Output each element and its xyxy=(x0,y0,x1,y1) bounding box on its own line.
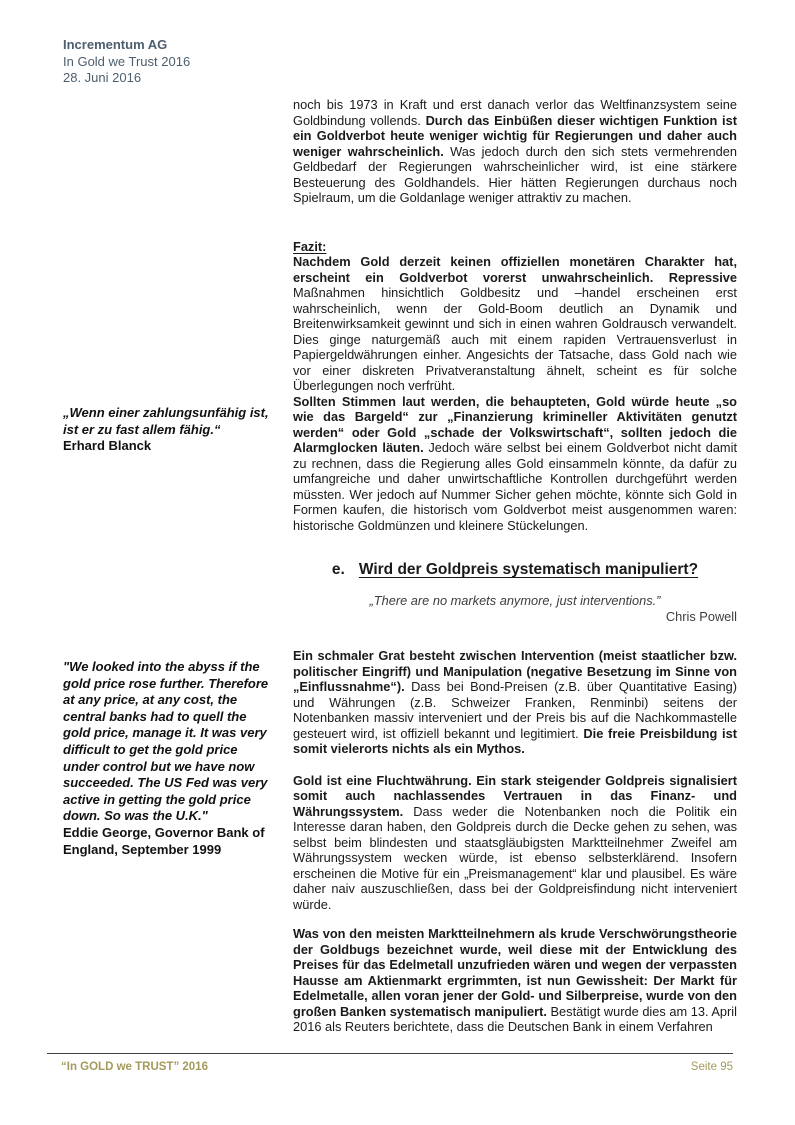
section-letter: e. xyxy=(331,561,345,578)
fazit-heading: Fazit: xyxy=(293,238,327,254)
epigraph-attribution: Chris Powell xyxy=(665,608,737,624)
margin-quote-blanck xyxy=(63,405,276,455)
body-paragraph: Gold ist eine Fluchtwährung. Ein stark steigender Goldpreis signalisiert somit auch nachlassendes Vertrauen in das Finanz- und Währungssystem. Dass weder die Notenbanken noch die Politik ein Interesse daran haben, den Goldpreis durch die Decke gehen zu sehen, was selbst beim blindesten und staatsgläubigsten Marktteilnehmer Zweifel am Währungssystem wecken würde, ist ebenso selbsterklärend. Insofern erscheinen die Motive für ein „Preismanagement“ klar und plausibel. Es wäre daher naiv auszuschließen, dass bei der Goldpreisfindung nicht interveniert würde. xyxy=(293,772,737,912)
report-title: In Gold we Trust 2016 xyxy=(63,53,191,69)
body-paragraph: Was von den meisten Marktteilnehmern als krude Verschwörungstheorie der Goldbugs bezeichnet wurde, weil diese mit der Entwicklung des Preises für das Edelmetall unzufrieden wären und wegen der verpassten Hausse am Aktienmarkt ergrimmten, ist nun Gewissheit: Der Markt für Edelmetalle, allen voran jener der Gold- und Silberpreise, wurde von den großen Banken systematisch manipuliert. Bestätigt wurde dies am 13. April 2016 als Reuters berichtete, dass die Deutschen Bank in einem Verfahren xyxy=(293,926,737,1034)
epigraph-quote: „There are no markets anymore, just interventions.” xyxy=(369,593,661,608)
company-name: Incrementum AG xyxy=(63,37,168,52)
footer-brand: “In GOLD we TRUST” 2016 xyxy=(61,1061,208,1073)
footer-page-number: Seite 95 xyxy=(690,1061,733,1073)
epigraph-block xyxy=(293,593,737,624)
section-title: Wird der Goldpreis systematisch manipuliert? xyxy=(358,561,699,578)
footer-divider xyxy=(47,1053,733,1054)
margin-quote-george xyxy=(63,659,276,858)
main-text-column xyxy=(293,97,737,1035)
quote-attribution: Erhard Blanck xyxy=(63,438,152,454)
section-heading xyxy=(293,560,737,579)
page-header xyxy=(63,37,190,87)
quote-text: "We looked into the abyss if the gold price rose further. Therefore at any price, at any cost, the central banks had to quell the gold price, manage it. It was very difficult to get the gold price under control but we have now succeeded. The US Fed was very active in getting the gold price down. So was the U.K." xyxy=(63,659,269,824)
body-paragraph: Sollten Stimmen laut werden, die behaupteten, Gold würde heute „so wie das Bargeld“ zur „Finanzierung krimineller Aktivitäten genutzt werden“ oder Gold „schade der Volkswirtschaft“, sollten jedoch die Alarmglocken läuten. Jedoch wäre selbst bei einem Goldverbot nicht damit zu rechnen, dass die Regierung alles Gold einsammeln könnte, da dafür zu umfangreiche und daher unwirtschaftliche Kontrollen durchgeführt werden müssten. Wer jedoch auf Nummer Sicher gehen möchte, könnte sich Gold in Formen kaufen, die historisch vom Goldverbot meist ausgenommen waren: historische Goldmünzen und kleinere Stückelungen. xyxy=(293,393,737,533)
page-footer xyxy=(61,1060,733,1074)
body-paragraph: Ein schmaler Grat besteht zwischen Intervention (meist staatlicher bzw. politischer Eingriff) und Manipulation (negative Besetzung im Sinne von „Einflussnahme“). Dass bei Bond-Preisen (z.B. über Quantitative Easing) und Währungen (z.B. Schweizer Franken, Renminbi) seitens der Notenbanken massiv interveniert und der Preis bis auf die Nachkommastelle gesteuert wird, ist offiziell bekannt und legitimiert. Die freie Preisbildung ist somit vielerorts nichts als ein Mythos. xyxy=(293,648,737,756)
body-paragraph: Nachdem Gold derzeit keinen offiziellen monetären Charakter hat, erscheint ein Goldverbot vorerst unwahrscheinlich. Repressive Maßnahmen hinsichtlich Goldbesitz und –handel erscheinen erst wahrscheinlich, wenn der Gold-Boom deutlich an Dynamik und Breitenwirksamkeit gewinnt und sich in einen wahren Goldrausch verwandelt. Dies ginge naturgemäß auch mit einem rapiden Vertrauensverlust in Papiergeldwährungen einher. Angesichts der Tatsache, dass Gold nach wie vor einer diskreten Privatveranstaltung ähnelt, scheint es für solche Überlegungen noch verfrüht. xyxy=(293,254,737,393)
quote-attribution: Eddie George, Governor Bank of England, September 1999 xyxy=(63,824,265,857)
body-paragraph: noch bis 1973 in Kraft und erst danach verlor das Weltfinanzsystem seine Goldbindung vollends. Durch das Einbüßen dieser wichtigen Funktion ist ein Goldverbot heute weniger wichtig für Regierungen und daher auch weniger wahrscheinlich. Was jedoch durch den sich stets vermehrenden Geldbedarf der Regierungen wahrscheinlicher wird, ist eine stärkere Besteuerung des Goldhandels. Hier hätten Regierungen durchaus noch Spielraum, um die Goldanlage weniger attraktiv zu machen. xyxy=(293,97,737,205)
quote-text: „Wenn einer zahlungsunfähig ist, ist er zu fast allem fähig.“ xyxy=(63,405,269,437)
report-date: 28. Juni 2016 xyxy=(63,70,142,85)
